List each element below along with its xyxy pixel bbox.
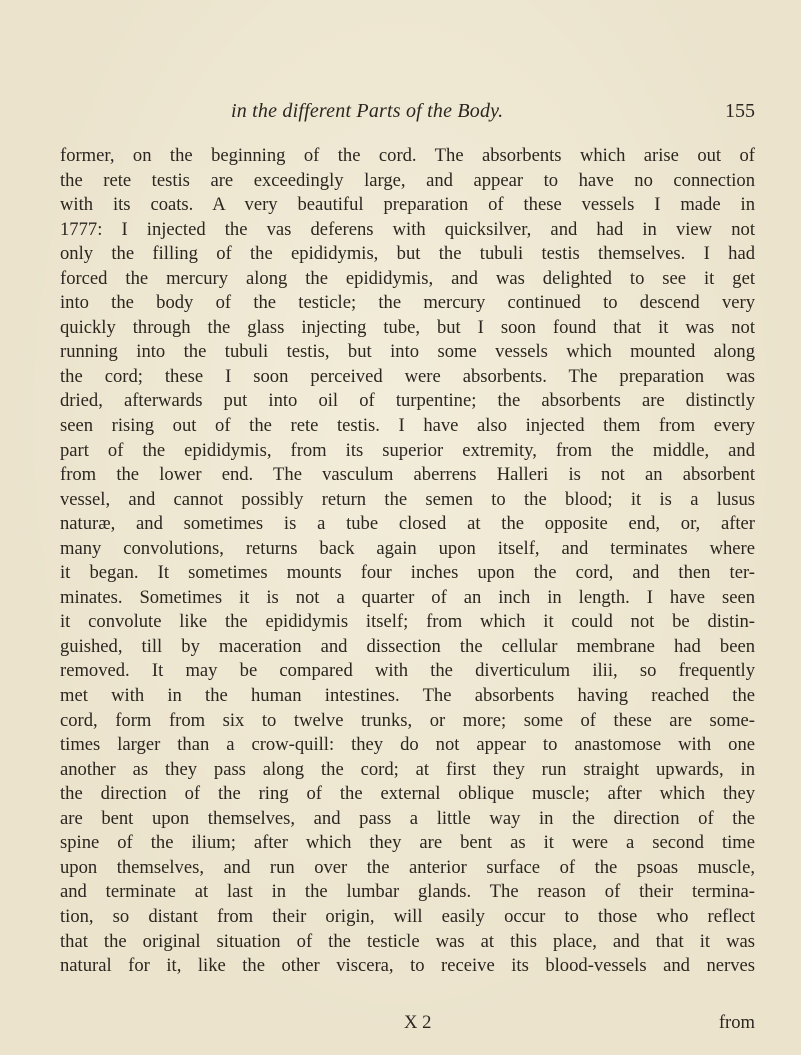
text-line: quickly through the glass injecting tube, but I soon found that it was not xyxy=(60,316,755,338)
text-line: met with in the human intestines. The absorbents having reached the xyxy=(60,685,755,707)
text-line: 1777: I injected the vas deferens with quicksilver, and had in view not xyxy=(60,218,755,240)
text-line: vessel, and cannot possibly return the semen to the blood; it is a lusus xyxy=(60,488,755,510)
text-line: former, on the beginning of the cord. The absorbents which arise out of xyxy=(60,145,755,166)
text-line: forced the mercury along the epididymis, and was delighted to see it get xyxy=(60,267,755,289)
signature-mark: X 2 xyxy=(404,1012,432,1033)
text-line: it convolute like the epididymis itself; from which it could not be distin- xyxy=(60,611,755,633)
page-footer xyxy=(60,1012,755,1038)
text-line: with its coats. A very beautiful preparation of these vessels I made in xyxy=(60,194,755,216)
text-line: upon themselves, and run over the anterior surface of the psoas muscle, xyxy=(60,856,755,878)
text-line: running into the tubuli testis, but into some vessels which mounted along xyxy=(60,341,755,363)
text-line: spine of the ilium; after which they are bent as it were a second time xyxy=(60,832,755,854)
text-line: the rete testis are exceedingly large, and appear to have no connection xyxy=(60,169,755,191)
text-line: tion, so distant from their origin, will easily occur to those who reflect xyxy=(60,905,755,927)
text-line: from the lower end. The vasculum aberrens Halleri is not an absorbent xyxy=(60,464,755,486)
body-text xyxy=(60,144,755,979)
running-head: in the different Parts of the Body. xyxy=(231,100,504,122)
text-line: seen rising out of the rete testis. I have also injected them from every xyxy=(60,415,755,437)
text-line: and terminate at last in the lumbar glands. The reason of their termina- xyxy=(60,881,755,903)
text-line: part of the epididymis, from its superior extremity, from the middle, and xyxy=(60,439,755,461)
text-line: many convolutions, returns back again upon itself, and terminates where xyxy=(60,537,755,559)
text-line: it began. It sometimes mounts four inches upon the cord, and then ter- xyxy=(60,562,755,584)
text-line: dried, afterwards put into oil of turpentine; the absorbents are distinctly xyxy=(60,390,755,412)
text-line: naturæ, and sometimes is a tube closed at the opposite end, or, after xyxy=(60,513,755,535)
text-line: the direction of the ring of the external oblique muscle; after which they xyxy=(60,783,755,805)
text-line: minates. Sometimes it is not a quarter of an inch in length. I have seen xyxy=(60,586,755,608)
text-line: another as they pass along the cord; at first they run straight upwards, in xyxy=(60,758,755,780)
page-header xyxy=(60,100,755,130)
text-line: natural for it, like the other viscera, to receive its blood-vessels and nerves xyxy=(60,955,755,977)
text-line: are bent upon themselves, and pass a little way in the direction of the xyxy=(60,807,755,829)
text-line: removed. It may be compared with the diverticulum ilii, so frequently xyxy=(60,660,755,682)
catchword: from xyxy=(718,1012,755,1033)
text-line: into the body of the testicle; the mercury continued to descend very xyxy=(60,292,755,314)
page-number: 155 xyxy=(725,100,755,122)
text-line: cord, form from six to twelve trunks, or more; some of these are some- xyxy=(60,709,755,731)
text-line: only the filling of the epididymis, but the tubuli testis themselves. I had xyxy=(60,243,755,265)
text-line: the cord; these I soon perceived were absorbents. The preparation was xyxy=(60,365,755,387)
text-line: guished, till by maceration and dissection the cellular membrane had been xyxy=(60,635,755,657)
text-line: times larger than a crow-quill: they do not appear to anastomose with one xyxy=(60,734,755,756)
text-line: that the original situation of the testicle was at this place, and that it was xyxy=(60,930,755,952)
